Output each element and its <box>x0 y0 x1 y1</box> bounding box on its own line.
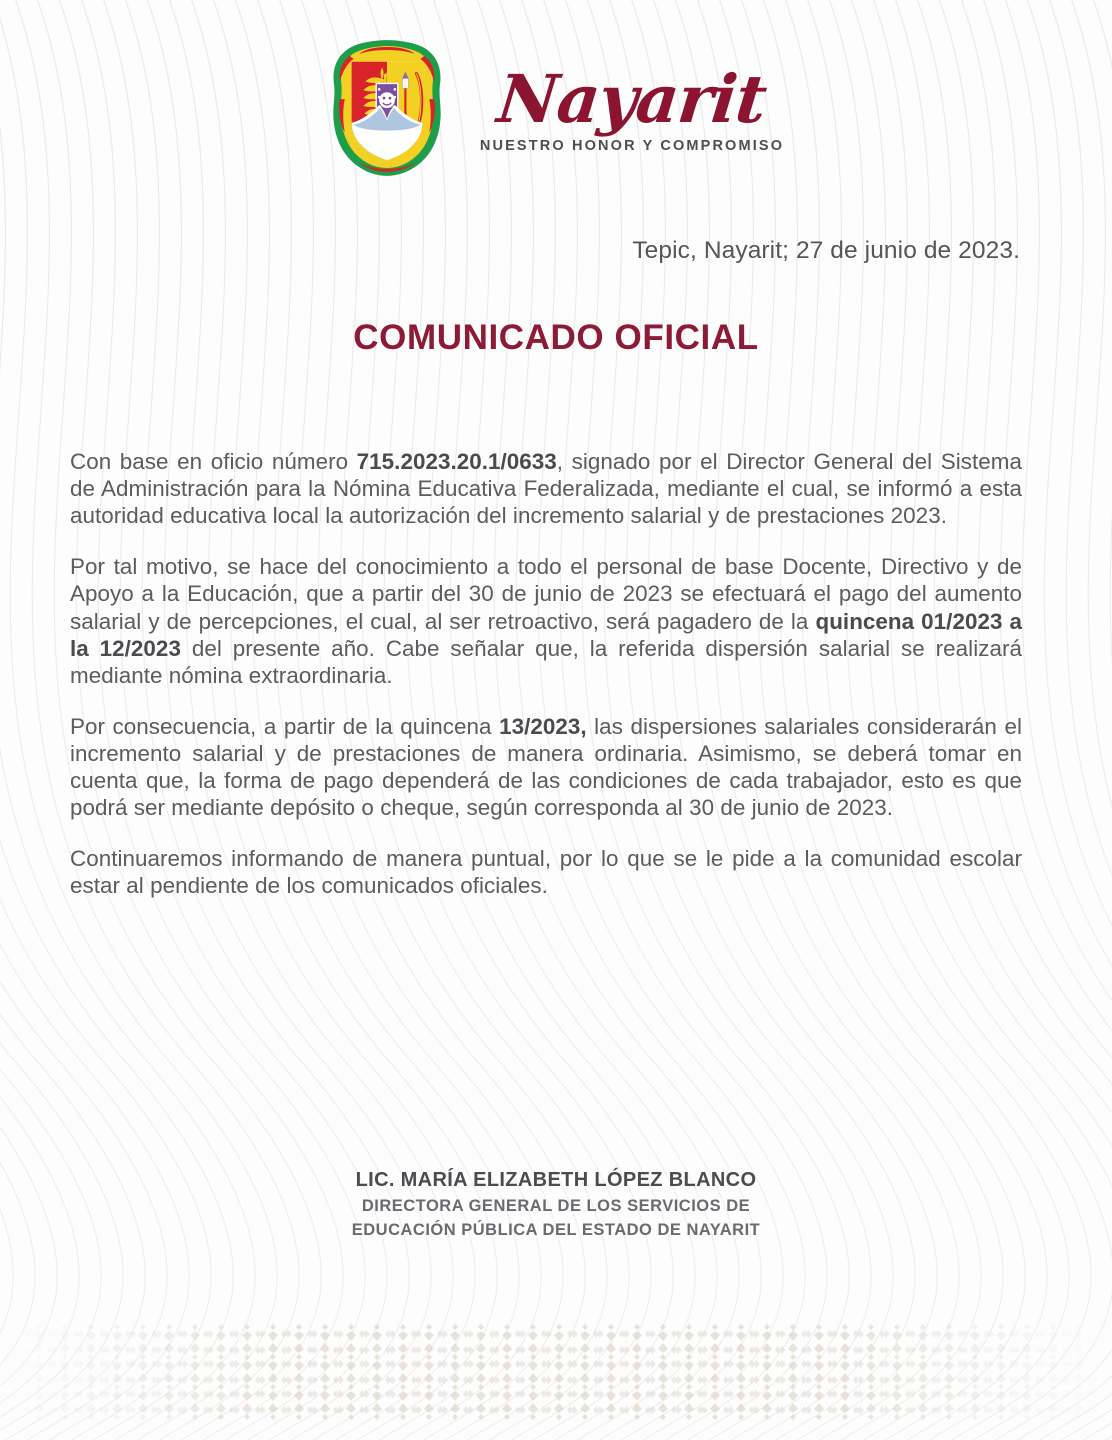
nayarit-wordmark: Nayarit <box>494 59 770 138</box>
body-paragraph <box>70 448 1022 529</box>
signatory-role-line-1: DIRECTORA GENERAL DE LOS SERVICIOS DE <box>361 1196 751 1215</box>
body-text: Por consecuencia, a partir de la quincena <box>70 713 500 739</box>
signatory-role-line-2: EDUCACIÓN PÚBLICA DEL ESTADO DE NAYARIT <box>351 1220 761 1239</box>
body-text: las dispersiones salariales considerarán el incremento salarial y de prestaciones de manera ordinaria. Asimismo, se deberá tomar en cuenta que, la forma de pago dependerá de las condiciones de cada trabajador, esto es que podrá ser mediante depósito o cheque, según corresponda al 30 de junio de 2023. <box>70 713 1022 821</box>
body-text: del presente año. Cabe señalar que, la referida dispersión salarial se realizará mediante nómina extraordinaria. <box>70 635 1022 688</box>
signature-block <box>0 1168 1112 1241</box>
emphasis-text: 13/2023, <box>499 713 587 739</box>
body-paragraph <box>70 713 1022 821</box>
document-body <box>70 448 1022 900</box>
body-paragraph <box>70 845 1022 899</box>
page-title: COMUNICADO OFICIAL <box>353 318 759 357</box>
signatory-name: LIC. MARÍA ELIZABETH LÓPEZ BLANCO <box>355 1169 757 1191</box>
emphasis-text: 715.2023.20.1/0633 <box>356 449 557 474</box>
date-line: Tepic, Nayarit; 27 de junio de 2023. <box>632 237 1020 264</box>
huichol-pattern-band <box>0 1312 1112 1432</box>
document-header <box>0 38 1112 178</box>
body-paragraph <box>70 553 1022 689</box>
body-text: Continuaremos informando de manera puntual, por lo que se le pide a la comunidad escolar estar al pendiente de los comunicados oficiales. <box>70 846 1022 899</box>
nayarit-coat-of-arms-icon <box>328 38 446 178</box>
emphasis-text: quincena 01/2023 a la 12/2023 <box>70 608 1022 661</box>
body-text: , signado por el Director General del Sistema de Administración para la Nómina Educativa Federalizada, mediante el cual, se informó a esta autoridad educativa local la autorización del incremento salarial y de prestaciones 2023. <box>70 449 1022 529</box>
nayarit-tagline: NUESTRO HONOR Y COMPROMISO <box>479 138 785 155</box>
body-text: Por tal motivo, se hace del conocimiento a todo el personal de base Docente, Directivo y de Apoyo a la Educación, que a partir del 30 de junio de 2023 se efectuará el pago del aumento salarial y de percepciones, el cual, al ser retroactivo, será pagadero de la <box>70 554 1022 634</box>
nayarit-wordmark-block <box>479 59 785 155</box>
body-text: Con base en oficio número <box>70 449 357 474</box>
